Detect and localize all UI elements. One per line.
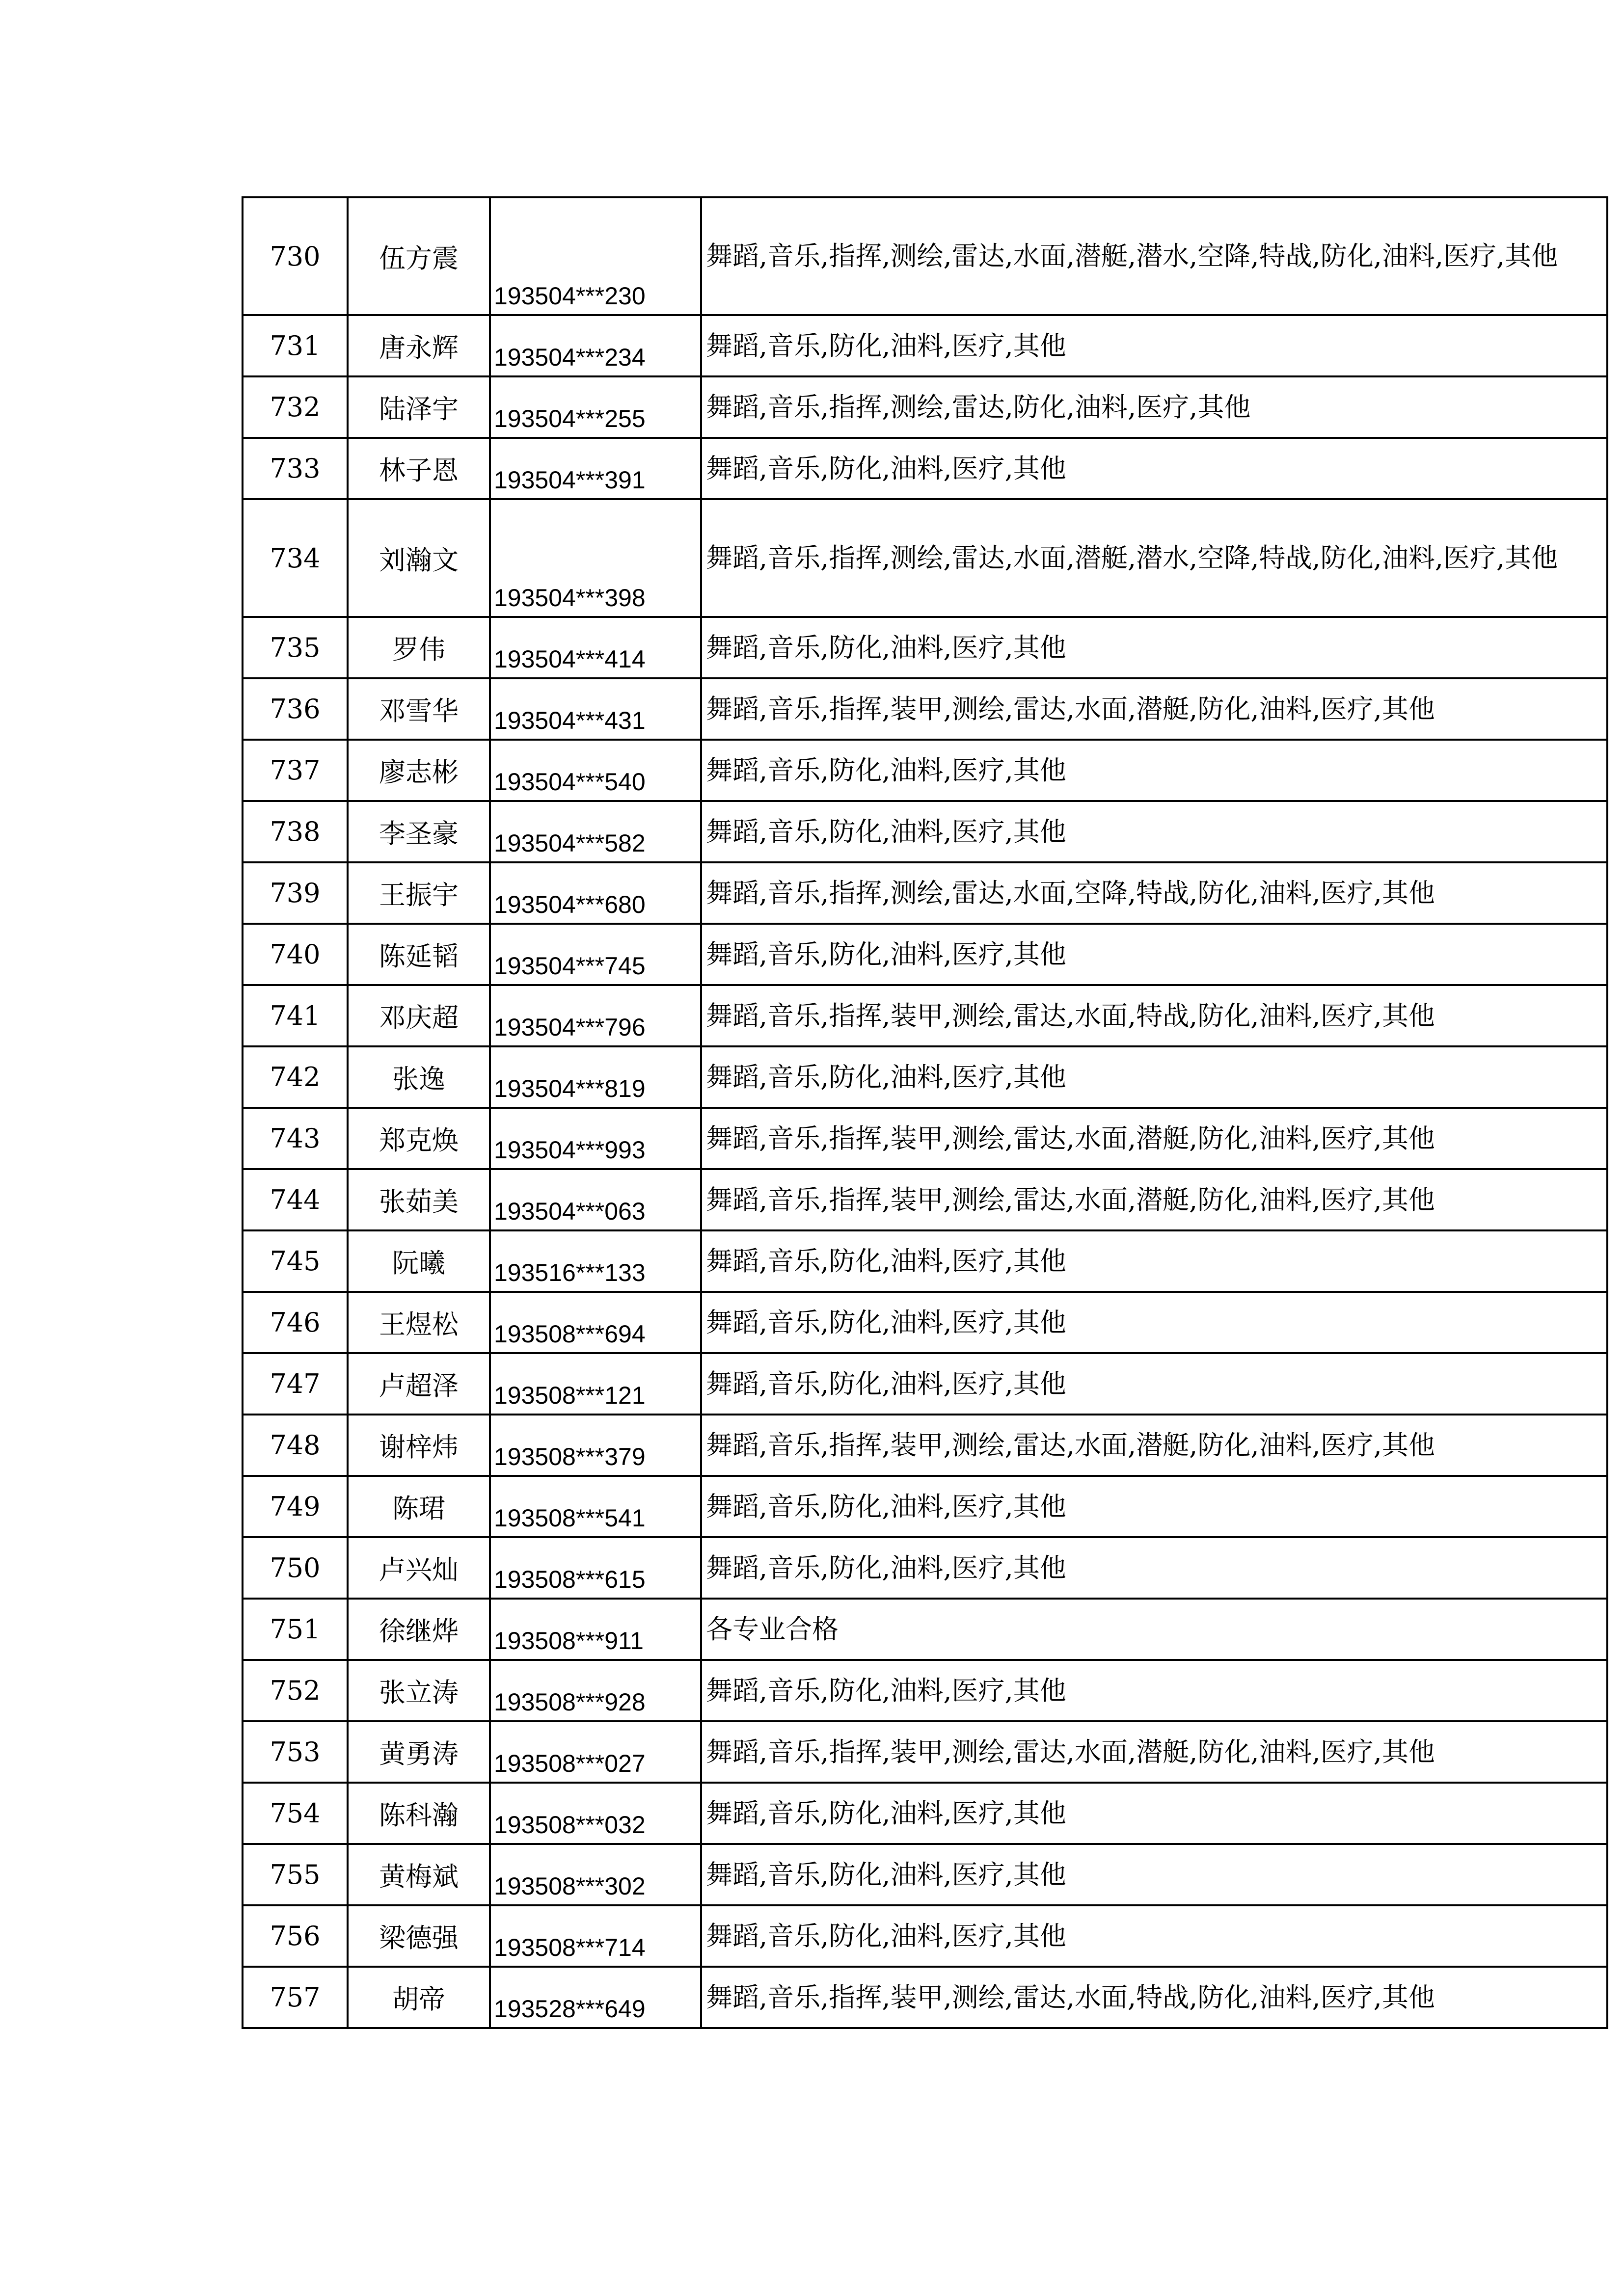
candidate-name-cell: 胡帝 bbox=[348, 1967, 490, 2028]
row-number-cell: 753 bbox=[243, 1721, 348, 1783]
table-row bbox=[243, 499, 1607, 617]
id-number-cell: 193508***911 bbox=[490, 1599, 701, 1660]
table-row bbox=[243, 1292, 1607, 1353]
qualified-categories-cell: 舞蹈,音乐,指挥,装甲,测绘,雷达,水面,潜艇,防化,油料,医疗,其他 bbox=[701, 1721, 1607, 1783]
row-number-cell: 744 bbox=[243, 1169, 348, 1230]
row-number-cell: 739 bbox=[243, 862, 348, 924]
row-number-cell: 731 bbox=[243, 315, 348, 376]
row-number-cell: 756 bbox=[243, 1905, 348, 1967]
table-row bbox=[243, 1169, 1607, 1230]
qualified-categories-cell: 舞蹈,音乐,指挥,装甲,测绘,雷达,水面,特战,防化,油料,医疗,其他 bbox=[701, 1967, 1607, 2028]
candidate-name-cell: 陆泽宇 bbox=[348, 376, 490, 438]
row-number-cell: 754 bbox=[243, 1783, 348, 1844]
row-number-cell: 751 bbox=[243, 1599, 348, 1660]
table-row bbox=[243, 1046, 1607, 1108]
qualified-categories-cell: 舞蹈,音乐,指挥,测绘,雷达,水面,潜艇,潜水,空降,特战,防化,油料,医疗,其他 bbox=[701, 197, 1607, 315]
id-number-cell: 193504***680 bbox=[490, 862, 701, 924]
candidate-name-cell: 李圣豪 bbox=[348, 801, 490, 862]
row-number-cell: 757 bbox=[243, 1967, 348, 2028]
qualified-categories-cell: 舞蹈,音乐,防化,油料,医疗,其他 bbox=[701, 1353, 1607, 1415]
qualified-categories-cell: 舞蹈,音乐,指挥,测绘,雷达,水面,空降,特战,防化,油料,医疗,其他 bbox=[701, 862, 1607, 924]
candidate-name-cell: 王煜松 bbox=[348, 1292, 490, 1353]
table-row bbox=[243, 1353, 1607, 1415]
row-number-cell: 740 bbox=[243, 924, 348, 985]
candidate-name-cell: 黄梅斌 bbox=[348, 1844, 490, 1905]
candidate-name-cell: 陈延韬 bbox=[348, 924, 490, 985]
table-row bbox=[243, 678, 1607, 740]
table-row bbox=[243, 985, 1607, 1046]
qualified-categories-cell: 舞蹈,音乐,指挥,装甲,测绘,雷达,水面,潜艇,防化,油料,医疗,其他 bbox=[701, 1108, 1607, 1169]
row-number-cell: 748 bbox=[243, 1415, 348, 1476]
row-number-cell: 730 bbox=[243, 197, 348, 315]
row-number-cell: 733 bbox=[243, 438, 348, 499]
id-number-cell: 193504***234 bbox=[490, 315, 701, 376]
table-row bbox=[243, 1108, 1607, 1169]
id-number-cell: 193504***255 bbox=[490, 376, 701, 438]
qualified-categories-cell: 舞蹈,音乐,防化,油料,医疗,其他 bbox=[701, 1537, 1607, 1599]
candidate-name-cell: 邓雪华 bbox=[348, 678, 490, 740]
candidate-name-cell: 张立涛 bbox=[348, 1660, 490, 1721]
candidate-name-cell: 张逸 bbox=[348, 1046, 490, 1108]
id-number-cell: 193508***694 bbox=[490, 1292, 701, 1353]
qualified-categories-cell: 舞蹈,音乐,防化,油料,医疗,其他 bbox=[701, 1046, 1607, 1108]
table-row bbox=[243, 1844, 1607, 1905]
row-number-cell: 743 bbox=[243, 1108, 348, 1169]
qualified-categories-cell: 舞蹈,音乐,防化,油料,医疗,其他 bbox=[701, 1230, 1607, 1292]
table-row bbox=[243, 801, 1607, 862]
table-row bbox=[243, 315, 1607, 376]
qualified-categories-cell: 舞蹈,音乐,防化,油料,医疗,其他 bbox=[701, 1783, 1607, 1844]
candidate-name-cell: 邓庆超 bbox=[348, 985, 490, 1046]
id-number-cell: 193504***063 bbox=[490, 1169, 701, 1230]
id-number-cell: 193508***541 bbox=[490, 1476, 701, 1537]
id-number-cell: 193508***027 bbox=[490, 1721, 701, 1783]
row-number-cell: 742 bbox=[243, 1046, 348, 1108]
table-row bbox=[243, 376, 1607, 438]
table-row bbox=[243, 1783, 1607, 1844]
id-number-cell: 193528***649 bbox=[490, 1967, 701, 2028]
candidate-name-cell: 卢兴灿 bbox=[348, 1537, 490, 1599]
id-number-cell: 193504***819 bbox=[490, 1046, 701, 1108]
id-number-cell: 193504***398 bbox=[490, 499, 701, 617]
row-number-cell: 736 bbox=[243, 678, 348, 740]
table-row bbox=[243, 924, 1607, 985]
qualified-categories-cell: 舞蹈,音乐,防化,油料,医疗,其他 bbox=[701, 740, 1607, 801]
qualified-categories-cell: 舞蹈,音乐,防化,油料,医疗,其他 bbox=[701, 1292, 1607, 1353]
row-number-cell: 737 bbox=[243, 740, 348, 801]
qualified-categories-cell: 舞蹈,音乐,指挥,装甲,测绘,雷达,水面,特战,防化,油料,医疗,其他 bbox=[701, 985, 1607, 1046]
table-row bbox=[243, 1230, 1607, 1292]
row-number-cell: 750 bbox=[243, 1537, 348, 1599]
candidate-name-cell: 黄勇涛 bbox=[348, 1721, 490, 1783]
candidate-name-cell: 郑克焕 bbox=[348, 1108, 490, 1169]
id-number-cell: 193504***993 bbox=[490, 1108, 701, 1169]
id-number-cell: 193508***714 bbox=[490, 1905, 701, 1967]
row-number-cell: 745 bbox=[243, 1230, 348, 1292]
qualified-categories-cell: 舞蹈,音乐,防化,油料,医疗,其他 bbox=[701, 1660, 1607, 1721]
candidate-name-cell: 卢超泽 bbox=[348, 1353, 490, 1415]
id-number-cell: 193504***796 bbox=[490, 985, 701, 1046]
id-number-cell: 193504***230 bbox=[490, 197, 701, 315]
qualified-categories-cell: 舞蹈,音乐,防化,油料,医疗,其他 bbox=[701, 438, 1607, 499]
qualified-categories-cell: 舞蹈,音乐,防化,油料,医疗,其他 bbox=[701, 315, 1607, 376]
qualified-categories-cell: 舞蹈,音乐,防化,油料,医疗,其他 bbox=[701, 1844, 1607, 1905]
table-row bbox=[243, 197, 1607, 315]
qualified-categories-cell: 舞蹈,音乐,指挥,测绘,雷达,防化,油料,医疗,其他 bbox=[701, 376, 1607, 438]
table-row bbox=[243, 1415, 1607, 1476]
table-row bbox=[243, 1721, 1607, 1783]
qualified-categories-cell: 舞蹈,音乐,指挥,装甲,测绘,雷达,水面,潜艇,防化,油料,医疗,其他 bbox=[701, 678, 1607, 740]
row-number-cell: 738 bbox=[243, 801, 348, 862]
candidate-table bbox=[242, 196, 1608, 2029]
table-row bbox=[243, 438, 1607, 499]
row-number-cell: 741 bbox=[243, 985, 348, 1046]
table-row bbox=[243, 1599, 1607, 1660]
id-number-cell: 193508***032 bbox=[490, 1783, 701, 1844]
candidate-name-cell: 伍方震 bbox=[348, 197, 490, 315]
row-number-cell: 749 bbox=[243, 1476, 348, 1537]
id-number-cell: 193508***302 bbox=[490, 1844, 701, 1905]
candidate-name-cell: 梁德强 bbox=[348, 1905, 490, 1967]
candidate-name-cell: 陈科瀚 bbox=[348, 1783, 490, 1844]
candidate-name-cell: 张茹美 bbox=[348, 1169, 490, 1230]
qualified-categories-cell: 舞蹈,音乐,防化,油料,医疗,其他 bbox=[701, 1476, 1607, 1537]
table-row bbox=[243, 1660, 1607, 1721]
id-number-cell: 193504***431 bbox=[490, 678, 701, 740]
row-number-cell: 752 bbox=[243, 1660, 348, 1721]
qualified-categories-cell: 各专业合格 bbox=[701, 1599, 1607, 1660]
candidate-name-cell: 阮曦 bbox=[348, 1230, 490, 1292]
row-number-cell: 747 bbox=[243, 1353, 348, 1415]
candidate-name-cell: 廖志彬 bbox=[348, 740, 490, 801]
candidate-table-body bbox=[243, 197, 1607, 2028]
candidate-name-cell: 唐永辉 bbox=[348, 315, 490, 376]
row-number-cell: 755 bbox=[243, 1844, 348, 1905]
row-number-cell: 746 bbox=[243, 1292, 348, 1353]
id-number-cell: 193508***379 bbox=[490, 1415, 701, 1476]
row-number-cell: 735 bbox=[243, 617, 348, 678]
table-row bbox=[243, 617, 1607, 678]
id-number-cell: 193504***540 bbox=[490, 740, 701, 801]
qualified-categories-cell: 舞蹈,音乐,防化,油料,医疗,其他 bbox=[701, 617, 1607, 678]
candidate-name-cell: 陈珺 bbox=[348, 1476, 490, 1537]
candidate-name-cell: 刘瀚文 bbox=[348, 499, 490, 617]
candidate-name-cell: 谢梓炜 bbox=[348, 1415, 490, 1476]
id-number-cell: 193508***121 bbox=[490, 1353, 701, 1415]
id-number-cell: 193508***615 bbox=[490, 1537, 701, 1599]
table-row bbox=[243, 1905, 1607, 1967]
table-row bbox=[243, 1967, 1607, 2028]
qualified-categories-cell: 舞蹈,音乐,防化,油料,医疗,其他 bbox=[701, 801, 1607, 862]
qualified-categories-cell: 舞蹈,音乐,防化,油料,医疗,其他 bbox=[701, 1905, 1607, 1967]
id-number-cell: 193516***133 bbox=[490, 1230, 701, 1292]
qualified-categories-cell: 舞蹈,音乐,指挥,装甲,测绘,雷达,水面,潜艇,防化,油料,医疗,其他 bbox=[701, 1169, 1607, 1230]
candidate-name-cell: 徐继烨 bbox=[348, 1599, 490, 1660]
table-row bbox=[243, 1537, 1607, 1599]
table-row bbox=[243, 862, 1607, 924]
table-row bbox=[243, 1476, 1607, 1537]
id-number-cell: 193504***582 bbox=[490, 801, 701, 862]
id-number-cell: 193504***745 bbox=[490, 924, 701, 985]
candidate-name-cell: 林子恩 bbox=[348, 438, 490, 499]
row-number-cell: 734 bbox=[243, 499, 348, 617]
qualified-categories-cell: 舞蹈,音乐,指挥,装甲,测绘,雷达,水面,潜艇,防化,油料,医疗,其他 bbox=[701, 1415, 1607, 1476]
qualified-categories-cell: 舞蹈,音乐,防化,油料,医疗,其他 bbox=[701, 924, 1607, 985]
row-number-cell: 732 bbox=[243, 376, 348, 438]
id-number-cell: 193508***928 bbox=[490, 1660, 701, 1721]
id-number-cell: 193504***391 bbox=[490, 438, 701, 499]
qualified-categories-cell: 舞蹈,音乐,指挥,测绘,雷达,水面,潜艇,潜水,空降,特战,防化,油料,医疗,其他 bbox=[701, 499, 1607, 617]
id-number-cell: 193504***414 bbox=[490, 617, 701, 678]
table-row bbox=[243, 740, 1607, 801]
candidate-name-cell: 王振宇 bbox=[348, 862, 490, 924]
candidate-name-cell: 罗伟 bbox=[348, 617, 490, 678]
